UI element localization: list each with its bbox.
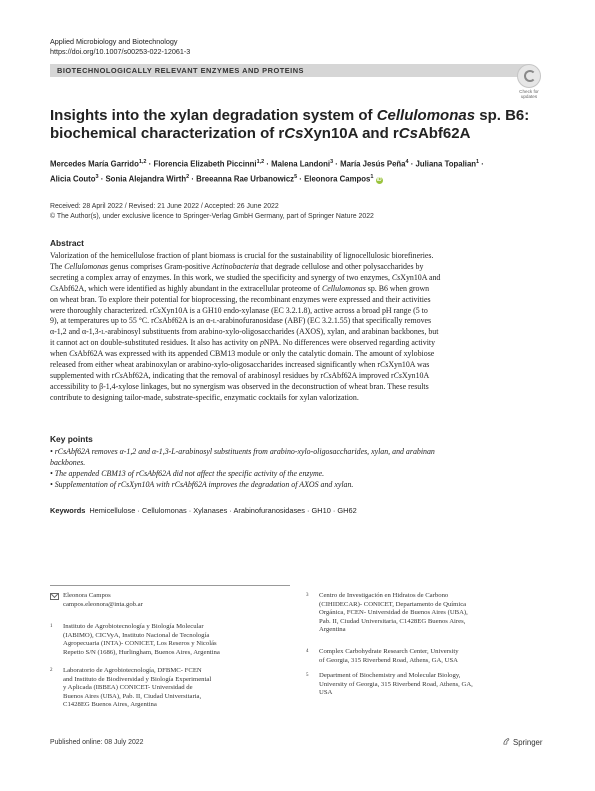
affiliation-4: 4 Complex Carbohydrate Research Center, University of Georgia, 315 Riverbend Road, Athens, GA, USA (306, 648, 459, 664)
section-label: BIOTECHNOLOGICALLY RELEVANT ENZYMES AND PROTEINS (50, 64, 530, 77)
keywords-list: Hemicellulose · Cellulomonas · Xylanases · Arabinofuranosidases · GH10 · GH62 (89, 506, 357, 515)
keywords (50, 506, 546, 515)
footnote-divider (50, 585, 290, 586)
abstract-body: Valorization of the hemicellulose fraction of plant biomass is crucial for the sustainability of lignocellulosic biorefineries. The Cellulomonas genus comprises Gram-positive Actinobacteria that degrade cellulose and other polysaccharides by secreting a complex array of enzymes. In this work, we studied the specificity and synergy of two enzymes, CsXyn10A and CsAbf62A, which were identified as highly abundant in the extracellular proteome of Cellulomonas sp. B6 when grown on wheat bran. To explore their potential for bioprocessing, the recombinant enzymes were expressed and their activities were thoroughly characterized. rCsXyn10A is a GH10 endo-xylanase (EC 3.2.1.8), active across a broad pH range (5 to 9), at temperatures up to 55 °C. rCsAbf62A is an α-l-arabinofuranosidase (ABF) (EC 3.2.1.55) that specifically removes α-1,2 and α-1,3-l-arabinosyl substituents from arabino-xylo-oligosaccharides (AXOS), xylan, and arabinan backbones, but it cannot act on double-substituted residues. It also has activity on pNPA. No differences were observed regarding activity when CsAbf62A was expressed with its appended CBM13 module or only the catalytic domain. The amount of xylobiose released from either wheat arabinoxylan or arabino-xylo-oligosaccharides increased significantly when rCsXyn10A was supplemented with rCsAbf62A, indicating that the removal of arabinosyl residues by rCsAbf62A improved rCsXyn10A accessibility to β-1,4-xylose linkages, but no synergism was observed in the deconstruction of wheat bran. These results contribute to designing tailor-made, substrate-specific, enzymatic cocktails for xylan valorization. (50, 251, 441, 402)
affiliation-3: 3 Centro de Investigación en Hidratos de Carbono (CIHIDECAR)- CONICET, Departamento de Química Orgánica, FCEN- Universidad de Buenos Aires (UBA), Pab. II, Ciudad Universitaria, C1428EG Buenos Aires, Argentina (306, 592, 468, 634)
correspondence (50, 592, 290, 609)
key-point: • Supplementation of rCsXyn10A with rCsAbf62A improves the degradation of AXOS and xylan. (50, 479, 354, 489)
abstract-heading: Abstract (50, 238, 84, 248)
author-separator: · (264, 159, 272, 169)
journal-name: Applied Microbiology and Biotechnology (50, 37, 178, 46)
key-point: • rCsAbf62A removes α-1,2 and α-1,3-L-arabinosyl substituents from arabino-xylo-oligosaccharides, xylan, and arabinan (50, 447, 435, 456)
mail-icon (50, 593, 59, 600)
author-affiliation-mark: 2 (186, 173, 190, 180)
author-affiliation-mark: 5 (294, 173, 298, 180)
author-affiliation-mark: 4 (405, 159, 409, 165)
history-dates: Received: 28 April 2022 / Revised: 21 June 2022 / Accepted: 26 June 2022 (50, 203, 279, 210)
author-name: Breeanna Rae Urbanowicz (196, 174, 295, 184)
author-affiliation-mark: 1,2 (256, 159, 265, 165)
author-name: Florencia Elizabeth Piccinni (153, 159, 257, 169)
author-affiliation-mark: 3 (95, 173, 99, 180)
author-separator: · (333, 159, 341, 169)
check-updates-icon (517, 64, 541, 88)
key-points-heading: Key points (50, 434, 93, 444)
corresponding-email[interactable]: campos.eleonora@inta.gob.ar (63, 600, 143, 608)
author-name: Mercedes María Garrido (50, 159, 139, 169)
author-affiliation-mark: 1 (370, 173, 374, 180)
article-dates (50, 202, 540, 221)
corresponding-author: Eleonora Campos (63, 592, 111, 599)
author-affiliation-mark: 1,2 (138, 159, 147, 165)
author-name: Juliana Topalian (415, 159, 477, 169)
author-line-2 (50, 171, 540, 186)
affiliation-2: 2 Laboratorio de Agrobiotecnología, DFBMC- FCEN and Instituto de Biodiversidad y Biología Experimental y Aplicada (IBBEA) CONICET- Universidad de Buenos Aires (UBA), Pab. II, Ciudad Universitaria, C1428EG Buenos Aires, Argentina (50, 667, 212, 709)
author-name: Eleonora Campos (304, 174, 371, 184)
author-separator: · (189, 174, 197, 184)
author-list (50, 156, 540, 185)
author-name: María Jesús Peña (340, 159, 406, 169)
orcid-icon[interactable]: iD (376, 177, 382, 184)
publisher-name: Springer (513, 738, 543, 747)
author-name: Sonia Alejandra Wirth (105, 174, 187, 184)
author-line-1 (50, 156, 540, 171)
publisher-logo (502, 737, 542, 747)
author-separator: · (98, 174, 106, 184)
copyright-notice: © The Author(s), under exclusive licence to Springer-Verlag GmbH Germany, part of Springer Nature 2022 (50, 212, 374, 220)
key-points-list (50, 447, 546, 491)
keywords-heading: Keywords (50, 506, 86, 515)
author-separator: · (408, 159, 416, 169)
doi-link[interactable]: https://doi.org/10.1007/s00253-022-12061-3 (50, 46, 191, 56)
article-title: Insights into the xylan degradation system of Cellulomonas sp. B6: biochemical characterization of rCsXyn10A and rCsAbf62A (50, 107, 530, 142)
author-separator: · (146, 159, 154, 169)
journal-header (50, 37, 190, 56)
author-separator: · (297, 174, 305, 184)
author-affiliation-mark: 3 (330, 159, 334, 165)
author-separator: · (479, 159, 484, 169)
affiliation-5: 5 Department of Biochemistry and Molecular Biology, University of Georgia, 315 Riverbend Road, Athens, GA, USA (306, 672, 473, 697)
author-name: Malena Landoni (271, 159, 331, 169)
key-point: • The appended CBM13 of rCsAbf62A did not affect the specific activity of the enzyme. (50, 468, 325, 478)
published-online-date: Published online: 08 July 2022 (50, 739, 144, 746)
author-affiliation-mark: 1 (476, 159, 480, 165)
affiliation-1: 1 Instituto de Agrobiotecnología y Biología Molecular (IABIMO), CICVyA, Instituto Nacional de Tecnología Agropecuaria (INTA)- CONICET, Los Reseros y Nicolás Repetto S/N (1686), Hurlingham, Buenos Aires, Argentina (50, 623, 220, 656)
springer-horse-icon (502, 737, 511, 746)
check-for-updates-button[interactable]: Check for updates (511, 64, 547, 104)
key-point: backbones. (50, 457, 86, 467)
author-name: Alicia Couto (50, 174, 96, 184)
